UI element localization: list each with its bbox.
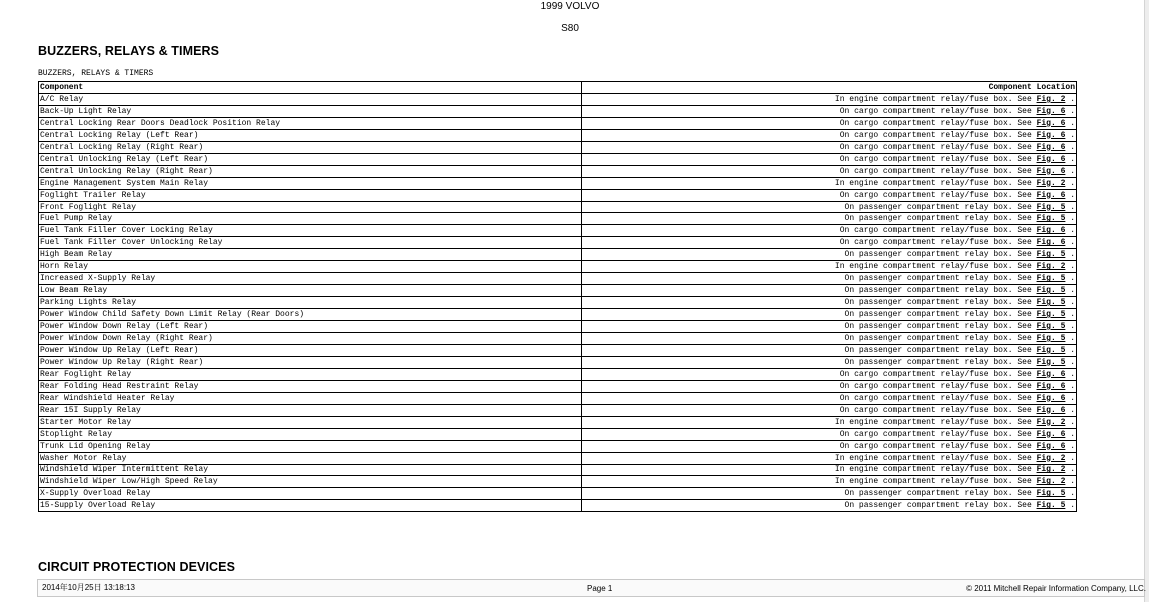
component-cell: Parking Lights Relay — [39, 297, 582, 309]
figure-link[interactable]: Fig. 2 — [1036, 262, 1066, 272]
location-cell — [582, 500, 1077, 512]
figure-link[interactable]: Fig. 6 — [1036, 226, 1066, 236]
location-period: . — [1070, 118, 1075, 128]
figure-link[interactable]: Fig. 5 — [1036, 286, 1066, 296]
figure-link[interactable]: Fig. 2 — [1036, 178, 1066, 188]
component-cell: Windshield Wiper Low/High Speed Relay — [39, 476, 582, 488]
figure-link[interactable]: Fig. 2 — [1036, 477, 1066, 487]
location-period: . — [1070, 322, 1075, 332]
location-text: On passenger compartment relay box. See — [844, 333, 1032, 343]
location-cell — [582, 249, 1077, 261]
location-text: On cargo compartment relay/fuse box. See — [839, 369, 1032, 379]
figure-link[interactable]: Fig. 5 — [1036, 489, 1066, 499]
location-text: On cargo compartment relay/fuse box. See — [839, 393, 1032, 403]
relay-location-table — [38, 81, 1077, 512]
location-period: . — [1070, 238, 1075, 248]
figure-link[interactable]: Fig. 6 — [1036, 441, 1066, 451]
location-text: On cargo compartment relay/fuse box. See — [839, 190, 1032, 200]
footer-timestamp: 2014年10月25日 13:18:13 — [42, 583, 135, 592]
figure-link[interactable]: Fig. 2 — [1036, 94, 1066, 104]
location-cell — [582, 392, 1077, 404]
table-row — [39, 129, 1077, 141]
component-cell: Central Unlocking Relay (Right Rear) — [39, 165, 582, 177]
component-cell: Rear Folding Head Restraint Relay — [39, 380, 582, 392]
table-row — [39, 416, 1077, 428]
location-period: . — [1070, 489, 1075, 499]
location-text: On cargo compartment relay/fuse box. See — [839, 226, 1032, 236]
figure-link[interactable]: Fig. 6 — [1036, 393, 1066, 403]
table-row — [39, 344, 1077, 356]
location-cell — [582, 153, 1077, 165]
table-row — [39, 428, 1077, 440]
vehicle-year-make: 1999 VOLVO — [540, 1, 600, 12]
component-cell: Power Window Down Relay (Right Rear) — [39, 333, 582, 345]
table-row — [39, 452, 1077, 464]
column-header-location: Component Location — [582, 82, 1077, 94]
location-period: . — [1070, 453, 1075, 463]
location-period: . — [1070, 393, 1075, 403]
figure-link[interactable]: Fig. 5 — [1036, 333, 1066, 343]
table-row — [39, 380, 1077, 392]
location-cell — [582, 285, 1077, 297]
figure-link[interactable]: Fig. 6 — [1036, 130, 1066, 140]
location-cell — [582, 117, 1077, 129]
location-cell — [582, 309, 1077, 321]
section-title: BUZZERS, RELAYS & TIMERS — [38, 44, 220, 58]
location-cell — [582, 464, 1077, 476]
figure-link[interactable]: Fig. 5 — [1036, 357, 1066, 367]
table-row — [39, 368, 1077, 380]
figure-link[interactable]: Fig. 5 — [1036, 345, 1066, 355]
location-cell — [582, 380, 1077, 392]
location-period: . — [1070, 465, 1075, 475]
location-text: On cargo compartment relay/fuse box. See — [839, 441, 1032, 451]
component-cell: Increased X-Supply Relay — [39, 273, 582, 285]
table-row — [39, 333, 1077, 345]
location-cell — [582, 261, 1077, 273]
location-period: . — [1070, 298, 1075, 308]
location-text: On passenger compartment relay box. See — [844, 489, 1032, 499]
figure-link[interactable]: Fig. 5 — [1036, 298, 1066, 308]
location-text: On cargo compartment relay/fuse box. See — [839, 381, 1032, 391]
component-cell: Starter Motor Relay — [39, 416, 582, 428]
figure-link[interactable]: Fig. 5 — [1036, 274, 1066, 284]
figure-link[interactable]: Fig. 5 — [1036, 322, 1066, 332]
table-row — [39, 273, 1077, 285]
location-text: On cargo compartment relay/fuse box. See — [839, 405, 1032, 415]
location-period: . — [1070, 286, 1075, 296]
table-row — [39, 117, 1077, 129]
component-cell: X-Supply Overload Relay — [39, 488, 582, 500]
figure-link[interactable]: Fig. 2 — [1036, 465, 1066, 475]
location-text: On cargo compartment relay/fuse box. See — [839, 166, 1032, 176]
location-period: . — [1070, 477, 1075, 487]
location-cell — [582, 177, 1077, 189]
component-cell: Low Beam Relay — [39, 285, 582, 297]
location-period: . — [1070, 166, 1075, 176]
component-cell: High Beam Relay — [39, 249, 582, 261]
location-text: On passenger compartment relay box. See — [844, 357, 1032, 367]
location-cell — [582, 141, 1077, 153]
location-period: . — [1070, 142, 1075, 152]
table-row — [39, 225, 1077, 237]
location-text: On cargo compartment relay/fuse box. See — [839, 429, 1032, 439]
location-text: On cargo compartment relay/fuse box. See — [839, 142, 1032, 152]
component-cell: Back-Up Light Relay — [39, 105, 582, 117]
table-row — [39, 488, 1077, 500]
footer-copyright: © 2011 Mitchell Repair Information Company, LLC. — [966, 584, 1146, 593]
location-text: In engine compartment relay/fuse box. See — [834, 477, 1032, 487]
component-cell: Fuel Tank Filler Cover Unlocking Relay — [39, 237, 582, 249]
table-row — [39, 165, 1077, 177]
location-period: . — [1070, 417, 1075, 427]
table-row — [39, 464, 1077, 476]
location-text: On passenger compartment relay box. See — [844, 202, 1032, 212]
table-row — [39, 249, 1077, 261]
location-cell — [582, 476, 1077, 488]
figure-link[interactable]: Fig. 5 — [1036, 202, 1066, 212]
table-row — [39, 440, 1077, 452]
table-row — [39, 476, 1077, 488]
component-cell: Central Locking Relay (Right Rear) — [39, 141, 582, 153]
table-row — [39, 153, 1077, 165]
table-row — [39, 201, 1077, 213]
location-period: . — [1070, 178, 1075, 188]
next-section-title: CIRCUIT PROTECTION DEVICES — [38, 560, 236, 574]
location-text: On passenger compartment relay box. See — [844, 286, 1032, 296]
figure-link[interactable]: Fig. 6 — [1036, 154, 1066, 164]
location-cell — [582, 213, 1077, 225]
table-row — [39, 356, 1077, 368]
location-period: . — [1070, 501, 1075, 511]
location-cell — [582, 201, 1077, 213]
table-row — [39, 141, 1077, 153]
component-cell: Rear Windshield Heater Relay — [39, 392, 582, 404]
location-text: On passenger compartment relay box. See — [844, 345, 1032, 355]
table-row — [39, 213, 1077, 225]
figure-link[interactable]: Fig. 5 — [1036, 501, 1066, 511]
component-cell: Central Unlocking Relay (Left Rear) — [39, 153, 582, 165]
location-text: On cargo compartment relay/fuse box. See — [839, 238, 1032, 248]
location-cell — [582, 368, 1077, 380]
location-text: On passenger compartment relay box. See — [844, 214, 1032, 224]
location-period: . — [1070, 357, 1075, 367]
component-cell: Central Locking Rear Doors Deadlock Position Relay — [39, 117, 582, 129]
figure-link[interactable]: Fig. 6 — [1036, 190, 1066, 200]
table-row — [39, 189, 1077, 201]
location-text: On passenger compartment relay box. See — [844, 298, 1032, 308]
component-cell: Power Window Up Relay (Right Rear) — [39, 356, 582, 368]
location-period: . — [1070, 190, 1075, 200]
location-text: On passenger compartment relay box. See — [844, 501, 1032, 511]
component-cell: Central Locking Relay (Left Rear) — [39, 129, 582, 141]
location-period: . — [1070, 226, 1075, 236]
page-edge-scrollbar — [1144, 0, 1149, 602]
component-cell: Trunk Lid Opening Relay — [39, 440, 582, 452]
location-cell — [582, 488, 1077, 500]
page-footer — [37, 579, 1145, 597]
location-period: . — [1070, 106, 1075, 116]
location-period: . — [1070, 441, 1075, 451]
component-cell: Engine Management System Main Relay — [39, 177, 582, 189]
table-row — [39, 105, 1077, 117]
location-period: . — [1070, 94, 1075, 104]
component-cell: Fuel Tank Filler Cover Locking Relay — [39, 225, 582, 237]
footer-page-number: Page 1 — [587, 584, 613, 593]
component-cell: 15-Supply Overload Relay — [39, 500, 582, 512]
figure-link[interactable]: Fig. 6 — [1036, 142, 1066, 152]
figure-link[interactable]: Fig. 2 — [1036, 453, 1066, 463]
component-cell: A/C Relay — [39, 93, 582, 105]
figure-link[interactable]: Fig. 6 — [1036, 429, 1066, 439]
location-period: . — [1070, 262, 1075, 272]
table-row — [39, 261, 1077, 273]
location-text: On cargo compartment relay/fuse box. See — [839, 106, 1032, 116]
location-period: . — [1070, 381, 1075, 391]
component-cell: Power Window Up Relay (Left Rear) — [39, 344, 582, 356]
location-text: In engine compartment relay/fuse box. See — [834, 262, 1032, 272]
location-cell — [582, 93, 1077, 105]
component-cell: Washer Motor Relay — [39, 452, 582, 464]
figure-link[interactable]: Fig. 5 — [1036, 214, 1066, 224]
component-cell: Stoplight Relay — [39, 428, 582, 440]
figure-link[interactable]: Fig. 6 — [1036, 405, 1066, 415]
location-cell — [582, 416, 1077, 428]
table-row — [39, 93, 1077, 105]
figure-link[interactable]: Fig. 6 — [1036, 106, 1066, 116]
table-row — [39, 177, 1077, 189]
table-header-row — [39, 82, 1077, 94]
figure-link[interactable]: Fig. 6 — [1036, 166, 1066, 176]
location-cell — [582, 225, 1077, 237]
table-row — [39, 321, 1077, 333]
location-cell — [582, 344, 1077, 356]
location-text: On passenger compartment relay box. See — [844, 310, 1032, 320]
figure-link[interactable]: Fig. 6 — [1036, 118, 1066, 128]
location-cell — [582, 129, 1077, 141]
location-period: . — [1070, 130, 1075, 140]
location-text: In engine compartment relay/fuse box. See — [834, 417, 1032, 427]
vehicle-model: S80 — [561, 23, 579, 34]
location-period: . — [1070, 310, 1075, 320]
location-text: In engine compartment relay/fuse box. See — [834, 453, 1032, 463]
component-cell: Horn Relay — [39, 261, 582, 273]
table-row — [39, 392, 1077, 404]
location-cell — [582, 189, 1077, 201]
table-caption: BUZZERS, RELAYS & TIMERS — [38, 69, 154, 78]
location-text: On passenger compartment relay box. See — [844, 250, 1032, 260]
location-text: On passenger compartment relay box. See — [844, 274, 1032, 284]
location-cell — [582, 428, 1077, 440]
location-period: . — [1070, 405, 1075, 415]
component-cell: Fuel Pump Relay — [39, 213, 582, 225]
location-period: . — [1070, 429, 1075, 439]
location-cell — [582, 165, 1077, 177]
location-cell — [582, 440, 1077, 452]
location-period: . — [1070, 333, 1075, 343]
location-cell — [582, 404, 1077, 416]
location-cell — [582, 452, 1077, 464]
table-row — [39, 285, 1077, 297]
figure-link[interactable]: Fig. 2 — [1036, 417, 1066, 427]
component-cell: Foglight Trailer Relay — [39, 189, 582, 201]
location-period: . — [1070, 250, 1075, 260]
table-row — [39, 500, 1077, 512]
location-cell — [582, 105, 1077, 117]
location-text: On cargo compartment relay/fuse box. See — [839, 130, 1032, 140]
location-text: On cargo compartment relay/fuse box. See — [839, 118, 1032, 128]
location-text: On passenger compartment relay box. See — [844, 322, 1032, 332]
table-row — [39, 309, 1077, 321]
location-cell — [582, 273, 1077, 285]
figure-link[interactable]: Fig. 6 — [1036, 381, 1066, 391]
column-header-component: Component — [39, 82, 582, 94]
component-cell: Power Window Child Safety Down Limit Relay (Rear Doors) — [39, 309, 582, 321]
component-cell: Power Window Down Relay (Left Rear) — [39, 321, 582, 333]
location-period: . — [1070, 274, 1075, 284]
location-cell — [582, 356, 1077, 368]
location-period: . — [1070, 202, 1075, 212]
location-text: On cargo compartment relay/fuse box. See — [839, 154, 1032, 164]
figure-link[interactable]: Fig. 5 — [1036, 250, 1066, 260]
location-period: . — [1070, 345, 1075, 355]
figure-link[interactable]: Fig. 6 — [1036, 238, 1066, 248]
component-cell: Front Foglight Relay — [39, 201, 582, 213]
location-text: In engine compartment relay/fuse box. See — [834, 94, 1032, 104]
component-cell: Rear Foglight Relay — [39, 368, 582, 380]
table-row — [39, 404, 1077, 416]
location-cell — [582, 333, 1077, 345]
location-cell — [582, 321, 1077, 333]
location-text: In engine compartment relay/fuse box. See — [834, 465, 1032, 475]
location-text: In engine compartment relay/fuse box. See — [834, 178, 1032, 188]
location-cell — [582, 237, 1077, 249]
location-cell — [582, 297, 1077, 309]
location-period: . — [1070, 154, 1075, 164]
figure-link[interactable]: Fig. 5 — [1036, 310, 1066, 320]
location-period: . — [1070, 214, 1075, 224]
location-period: . — [1070, 369, 1075, 379]
component-cell: Windshield Wiper Intermittent Relay — [39, 464, 582, 476]
table-row — [39, 237, 1077, 249]
figure-link[interactable]: Fig. 6 — [1036, 369, 1066, 379]
table-row — [39, 297, 1077, 309]
table-body — [39, 93, 1077, 511]
component-cell: Rear 15I Supply Relay — [39, 404, 582, 416]
